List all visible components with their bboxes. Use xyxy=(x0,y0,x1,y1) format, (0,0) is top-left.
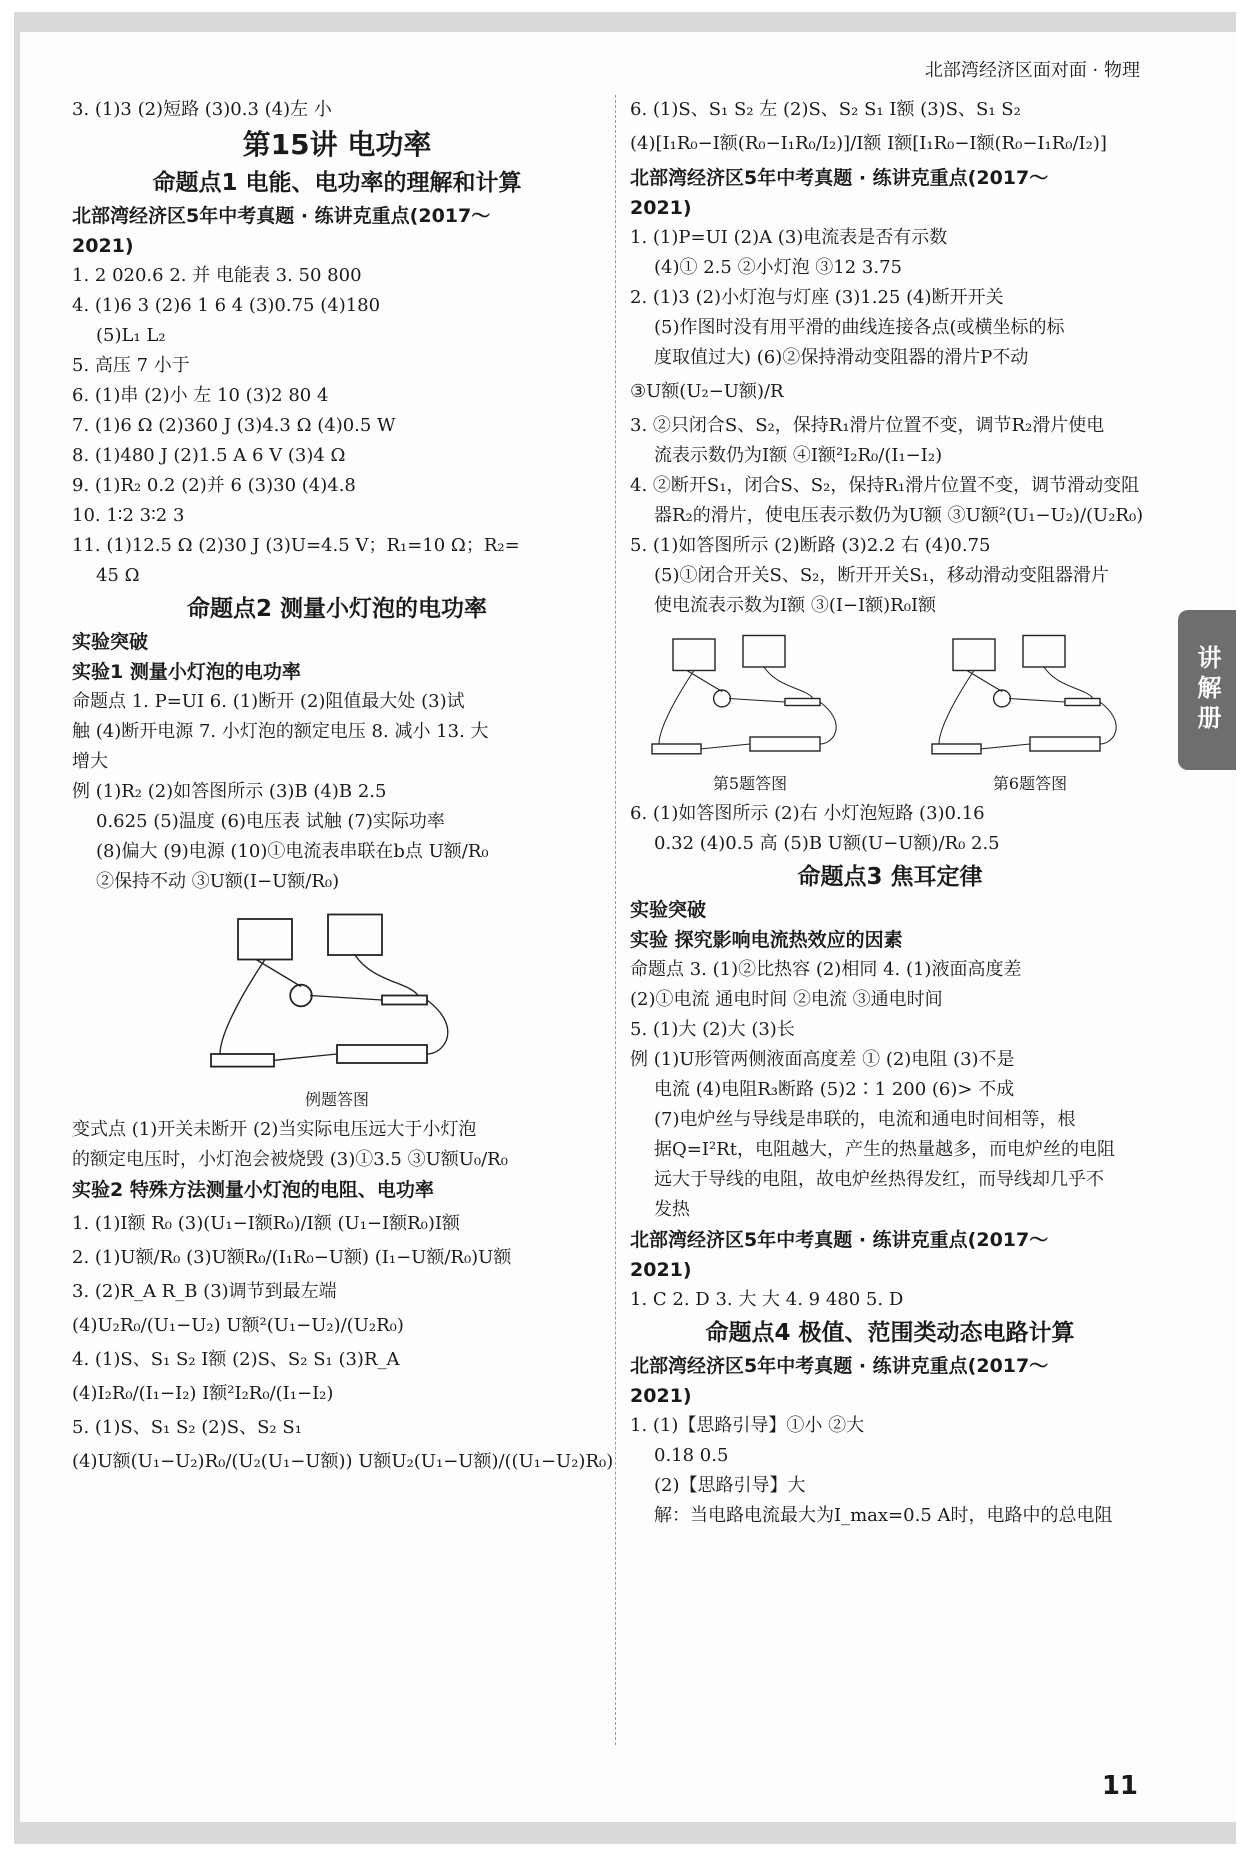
formula-line: (4)U额(U₁−U₂)R₀/(U₂(U₁−U额)) U额U₂(U₁−U额)/((U₁−U₂)R₀) xyxy=(72,1451,614,1472)
right-column xyxy=(630,95,1150,1531)
circuit-diagram xyxy=(635,625,865,765)
answer-line: 1. 2 020.6 2. 并 电能表 3. 50 800 xyxy=(72,265,362,286)
section-heading: 命题点2 测量小灯泡的电功率 xyxy=(186,596,487,622)
figure-pair xyxy=(630,621,1150,799)
section-heading: 命题点1 电能、电功率的理解和计算 xyxy=(152,170,522,196)
subsection-heading: 实验 探究影响电流热效应的因素 xyxy=(630,929,903,951)
section-heading: 命题点3 焦耳定律 xyxy=(797,864,983,890)
formula-line: ③U额(U₂−U额)/R xyxy=(630,381,784,402)
answer-line: 10. 1∶2 3∶2 3 xyxy=(72,505,185,526)
answer-line: 增大 xyxy=(72,751,108,772)
figure-caption: 例题答图 xyxy=(304,1090,369,1109)
answer-line: 0.625 (5)温度 (6)电压表 试触 (7)实际功率 xyxy=(96,811,445,832)
answer-line: 1. (1)【思路引导】①小 ②大 xyxy=(630,1415,865,1436)
formula-line: 1. (1)I额 R₀ (3)(U₁−I额R₀)/I额 (U₁−I额R₀)I额 xyxy=(72,1213,461,1234)
circuit-diagram xyxy=(915,625,1145,765)
answer-line: 度取值过大) (6)②保持滑动变阻器的滑片P不动 xyxy=(654,347,1029,368)
answer-line: 发热 xyxy=(654,1199,690,1220)
answer-line: 的额定电压时，小灯泡会被烧毁 (3)①3.5 ③U额U₀/R₀ xyxy=(72,1149,508,1170)
answer-line: 4. (1)6 3 (2)6 1 6 4 (3)0.75 (4)180 xyxy=(72,295,381,316)
answer-line: 流表示数仍为I额 ④I额²I₂R₀/(I₁−I₂) xyxy=(654,445,943,466)
answer-line: 4. (1)S、S₁ S₂ I额 (2)S、S₂ S₁ (3)R_A xyxy=(72,1349,400,1370)
answer-line: 11. (1)12.5 Ω (2)30 J (3)U=4.5 V；R₁=10 Ω；R₂= xyxy=(72,535,520,556)
column-divider xyxy=(615,95,616,1745)
answer-line: 0.32 (4)0.5 高 (5)B U额(U−U额)/R₀ 2.5 xyxy=(654,833,1000,854)
answer-line: 6. (1)串 (2)小 左 10 (3)2 80 4 xyxy=(72,385,329,406)
answer-line: (8)偏大 (9)电源 (10)①电流表串联在b点 U额/R₀ xyxy=(96,841,489,862)
answer-line: 1. (1)P=UI (2)A (3)电流表是否有示数 xyxy=(630,227,948,248)
answer-line: 5. (1)S、S₁ S₂ (2)S、S₂ S₁ xyxy=(72,1417,302,1438)
answer-line: (5)L₁ L₂ xyxy=(96,325,166,346)
answer-line: 8. (1)480 J (2)1.5 A 6 V (3)4 Ω xyxy=(72,445,346,466)
answer-line: 2. (1)3 (2)小灯泡与灯座 (3)1.25 (4)断开开关 xyxy=(630,287,1004,308)
answer-line: 使电流表示数为I额 ③(I−I额)R₀I额 xyxy=(654,595,937,616)
answer-line: (2)【思路引导】大 xyxy=(654,1475,806,1496)
figure xyxy=(630,621,870,799)
section-heading: 命题点4 极值、范围类动态电路计算 xyxy=(705,1320,1075,1346)
subsection-heading: 2021) xyxy=(630,197,692,219)
answer-line: 0.18 0.5 xyxy=(654,1445,729,1466)
answer-line: 远大于导线的电阻，故电炉丝热得发红，而导线却几乎不 xyxy=(654,1169,1104,1190)
answer-line: 解：当电路电流最大为I_max=0.5 A时，电路中的总电阻 xyxy=(654,1505,1113,1526)
formula-line: (4)U₂R₀/(U₁−U₂) U额²(U₁−U₂)/(U₂R₀) xyxy=(72,1315,404,1336)
answer-line: (7)电炉丝与导线是串联的，电流和通电时间相等，根 xyxy=(654,1109,1076,1130)
figure-caption: 第6题答图 xyxy=(992,774,1068,793)
answer-line: 变式点 (1)开关未断开 (2)当实际电压远大于小灯泡 xyxy=(72,1119,477,1140)
answer-line: 4. ②断开S₁，闭合S、S₂，保持R₁滑片位置不变，调节滑动变阻 xyxy=(630,475,1140,496)
circuit-diagram xyxy=(197,901,477,1081)
subsection-heading: 实验2 特殊方法测量小灯泡的电阻、电功率 xyxy=(72,1179,434,1201)
answer-line: 6. (1)S、S₁ S₂ 左 (2)S、S₂ S₁ I额 (3)S、S₁ S₂ xyxy=(630,99,1021,120)
answer-line: 命题点 3. (1)②比热容 (2)相同 4. (1)液面高度差 xyxy=(630,959,1022,980)
answer-line: 9. (1)R₂ 0.2 (2)并 6 (3)30 (4)4.8 xyxy=(72,475,356,496)
answer-line: (5)作图时没有用平滑的曲线连接各点(或横坐标的标 xyxy=(654,317,1065,338)
subsection-heading: 北部湾经济区5年中考真题 · 练讲克重点(2017～ xyxy=(630,1355,1049,1377)
subsection-heading: 实验突破 xyxy=(72,631,149,653)
answer-line: 例 (1)R₂ (2)如答图所示 (3)B (4)B 2.5 xyxy=(72,781,387,802)
answer-line: ②保持不动 ③U额(I−U额/R₀) xyxy=(96,871,340,892)
answer-line: 例 (1)U形管两侧液面高度差 ① (2)电阻 (3)不是 xyxy=(630,1049,1015,1070)
subsection-heading: 北部湾经济区5年中考真题 · 练讲克重点(2017～ xyxy=(630,167,1049,189)
subsection-heading: 北部湾经济区5年中考真题 · 练讲克重点(2017～ xyxy=(630,1229,1049,1251)
answer-line: 5. (1)如答图所示 (2)断路 (3)2.2 右 (4)0.75 xyxy=(630,535,991,556)
answer-line: 3. ②只闭合S、S₂，保持R₁滑片位置不变，调节R₂滑片使电 xyxy=(630,415,1105,436)
formula-line: (4)I₂R₀/(I₁−I₂) I额²I₂R₀/(I₁−I₂) xyxy=(72,1383,334,1404)
answer-line: 1. C 2. D 3. 大 大 4. 9 480 5. D xyxy=(630,1289,904,1310)
subsection-heading: 北部湾经济区5年中考真题 · 练讲克重点(2017～ xyxy=(72,205,491,227)
answer-line: 3. (2)R_A R_B (3)调节到最左端 xyxy=(72,1281,337,1302)
figure xyxy=(910,621,1150,799)
formula-line: 2. (1)U额/R₀ (3)U额R₀/(I₁R₀−U额) (I₁−U额/R₀)U额 xyxy=(72,1247,512,1268)
answer-line: (2)①电流 通电时间 ②电流 ③通电时间 xyxy=(630,989,943,1010)
subsection-heading: 实验1 测量小灯泡的电功率 xyxy=(72,661,301,683)
left-column xyxy=(72,95,614,1481)
subsection-heading: 2021) xyxy=(630,1259,692,1281)
side-tab[interactable]: 讲解册 xyxy=(1178,610,1236,770)
answer-line: (5)①闭合开关S、S₂，断开开关S₁，移动滑动变阻器滑片 xyxy=(654,565,1109,586)
lecture-title: 第15讲 电功率 xyxy=(242,128,432,161)
page-header: 北部湾经济区面对面 · 物理 xyxy=(924,60,1140,81)
answer-line: 命题点 1. P=UI 6. (1)断开 (2)阻值最大处 (3)试 xyxy=(72,691,465,712)
answer-line: (4)① 2.5 ②小灯泡 ③12 3.75 xyxy=(654,257,902,278)
subsection-heading: 2021) xyxy=(630,1385,692,1407)
answer-line: 3. (1)3 (2)短路 (3)0.3 (4)左 小 xyxy=(72,99,332,120)
answer-line: 6. (1)如答图所示 (2)右 小灯泡短路 (3)0.16 xyxy=(630,803,985,824)
subsection-heading: 实验突破 xyxy=(630,899,707,921)
answer-line: 器R₂的滑片，使电压表示数仍为U额 ③U额²(U₁−U₂)/(U₂R₀) xyxy=(654,505,1144,526)
answer-line: 据Q=I²Rt，电阻越大，产生的热量越多，而电炉丝的电阻 xyxy=(654,1139,1115,1160)
answer-line: 45 Ω xyxy=(96,565,140,586)
answer-line: 电流 (4)电阻R₃断路 (5)2∶1 200 (6)> 不成 xyxy=(654,1079,1015,1100)
answer-line: 5. (1)大 (2)大 (3)长 xyxy=(630,1019,795,1040)
subsection-heading: 2021) xyxy=(72,235,134,257)
figure-caption: 第5题答图 xyxy=(712,774,788,793)
answer-line: 5. 高压 7 小于 xyxy=(72,355,190,376)
formula-line: (4)[I₁R₀−I额(R₀−I₁R₀/I₂)]/I额 I额[I₁R₀−I额(R₀−I₁R₀/I₂)] xyxy=(630,133,1107,154)
answer-line: 7. (1)6 Ω (2)360 J (3)4.3 Ω (4)0.5 W xyxy=(72,415,396,436)
answer-line: 触 (4)断开电源 7. 小灯泡的额定电压 8. 减小 13. 大 xyxy=(72,721,489,742)
page-number: 11 xyxy=(1101,1771,1138,1801)
